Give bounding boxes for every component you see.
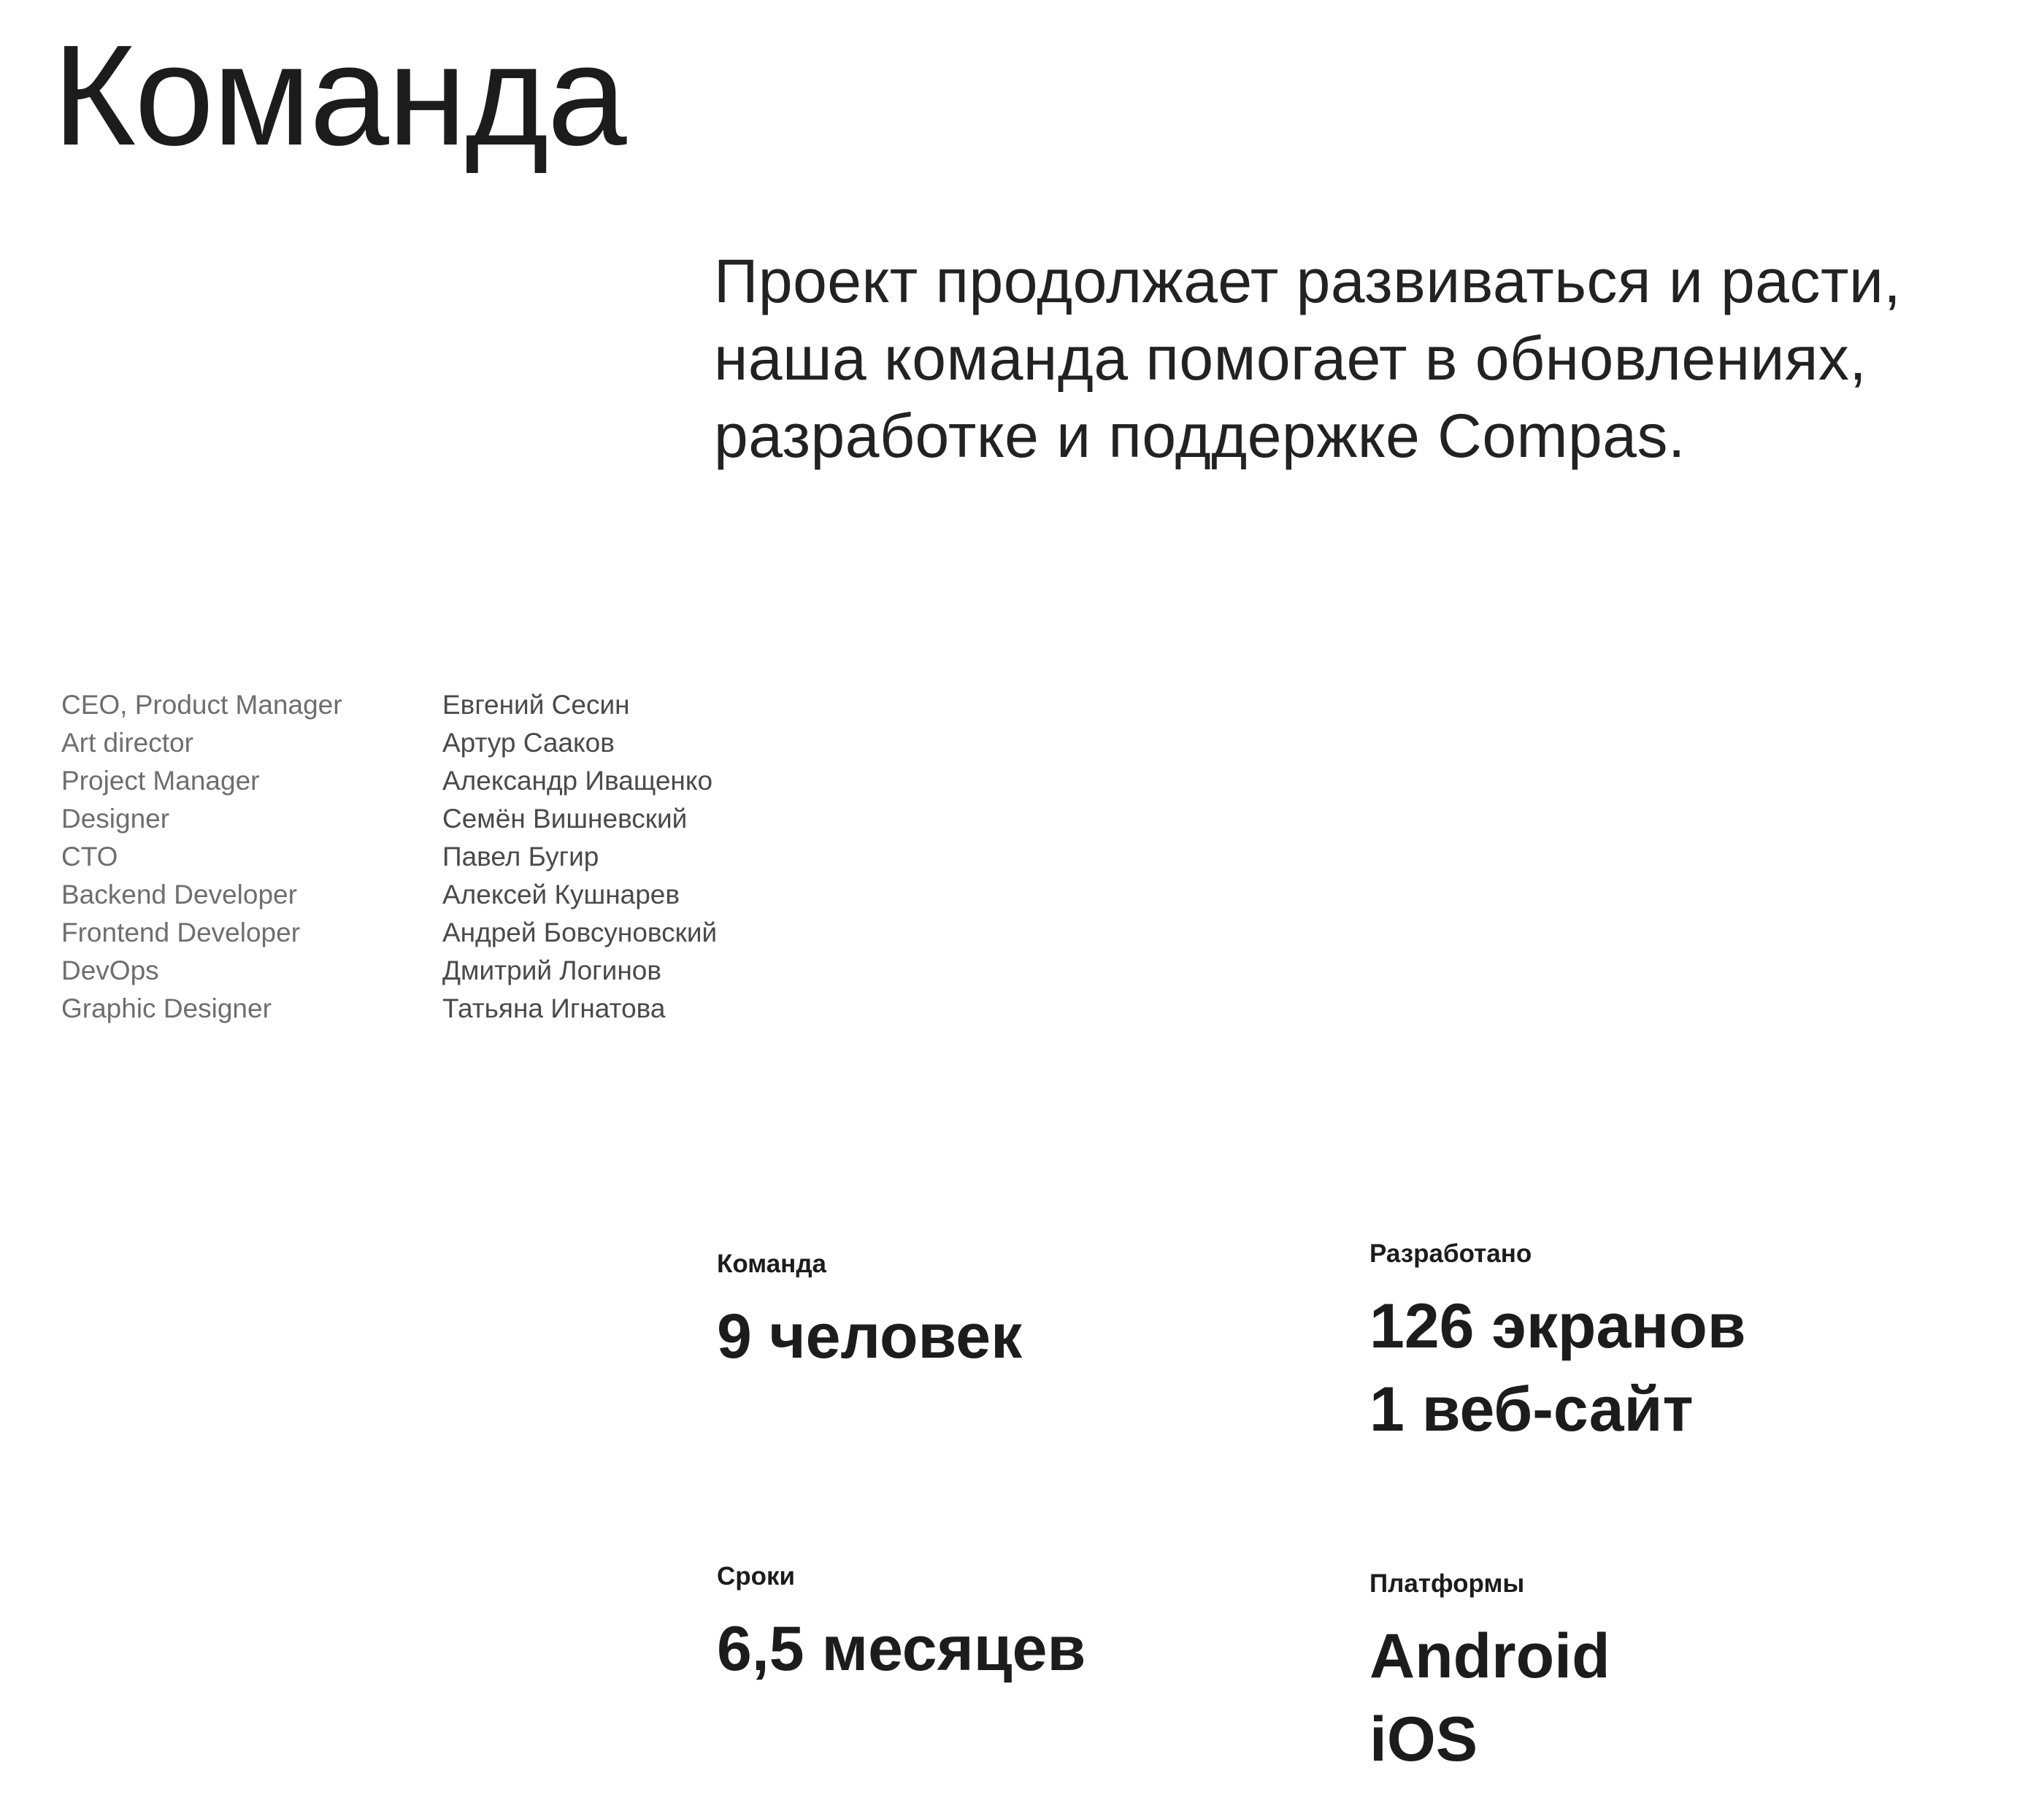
intro-line: наша команда помогает в обновлениях, — [714, 324, 1867, 393]
team-row — [61, 876, 717, 914]
stat-value: 126 экранов — [1369, 1291, 1746, 1361]
team-row — [61, 724, 717, 762]
team-role: Frontend Developer — [61, 918, 301, 947]
team-member-name: Александр Иващенко — [442, 766, 713, 796]
team-role: DevOps — [61, 955, 159, 985]
team-row — [61, 686, 717, 724]
stat-timeline — [717, 1562, 1086, 1691]
team-member-name: Артур Сааков — [442, 728, 615, 758]
stat-label: Платформы — [1369, 1569, 1525, 1598]
intro-line: Проект продолжает развиваться и расти, — [714, 247, 1902, 315]
team-role: Graphic Designer — [61, 993, 272, 1023]
page-title: Команда — [53, 15, 626, 175]
team-row — [61, 800, 717, 838]
team-role: Backend Developer — [61, 880, 297, 909]
team-member-name: Павел Бугир — [442, 842, 599, 872]
team-member-name: Дмитрий Логинов — [442, 955, 661, 985]
team-row — [61, 762, 717, 800]
team-member-name: Семён Вишневский — [442, 804, 688, 834]
stat-label: Сроки — [717, 1562, 796, 1591]
intro-line: разработке и поддержке Compas. — [714, 401, 1686, 470]
stat-developed — [1369, 1239, 1746, 1451]
stat-value: 9 человек — [717, 1301, 1023, 1372]
team-row — [61, 952, 717, 990]
team-role: CTO — [61, 842, 118, 872]
team-role: Project Manager — [61, 766, 260, 796]
stat-value: iOS — [1369, 1704, 1478, 1774]
stat-label: Разработано — [1369, 1239, 1532, 1268]
team-member-name: Андрей Бовсуновский — [442, 918, 718, 947]
stat-team-size — [717, 1250, 1022, 1378]
team-row — [61, 990, 717, 1028]
team-row — [61, 838, 717, 876]
team-role: CEO, Product Manager — [61, 690, 342, 720]
stat-value: Android — [1369, 1621, 1610, 1691]
team-member-name: Евгений Сесин — [442, 690, 630, 720]
stat-value: 6,5 месяцев — [717, 1614, 1086, 1684]
intro-text — [714, 242, 2013, 474]
team-member-name: Алексей Кушнарев — [442, 880, 680, 909]
stat-value: 1 веб-сайт — [1369, 1374, 1694, 1445]
stat-platforms — [1369, 1569, 1610, 1781]
stat-label: Команда — [717, 1250, 826, 1278]
team-role: Art director — [61, 728, 193, 758]
team-member-name: Татьяна Игнатова — [442, 993, 666, 1023]
team-list — [61, 686, 717, 1028]
team-role: Designer — [61, 804, 170, 834]
team-row — [61, 914, 717, 952]
